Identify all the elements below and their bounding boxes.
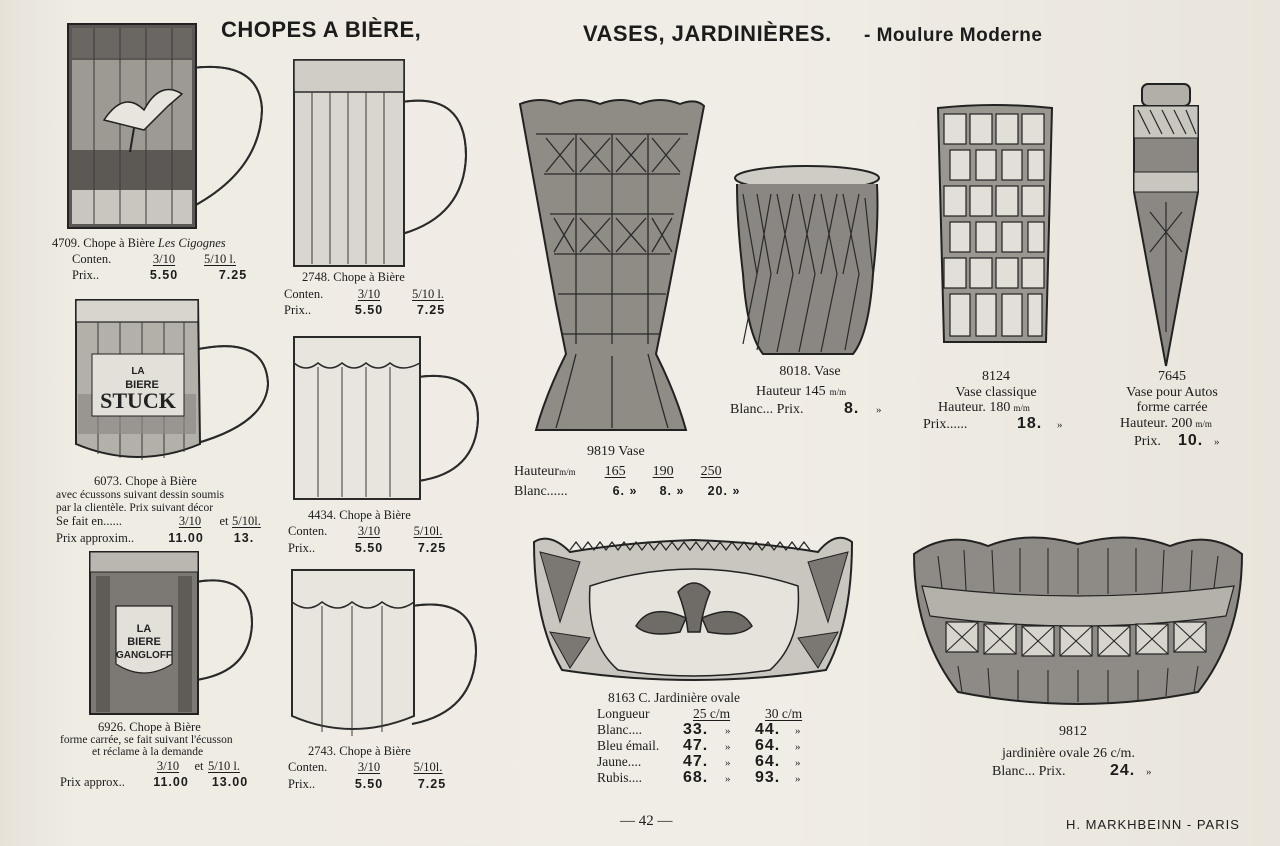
mug-2748-illustration (290, 56, 472, 270)
jardiniere-9812-illustration (908, 526, 1248, 708)
row-r: » (725, 773, 731, 785)
p1-4709: 5.50 (149, 268, 179, 282)
caption-4709-text: 4709. Chope à Bière (52, 236, 158, 250)
c1-4709: 3/10 (152, 252, 176, 266)
mug-6926-text-biere: BIERE (127, 636, 161, 648)
row-9819-h (514, 464, 739, 480)
p2-2743: 7.25 (417, 777, 447, 791)
row-r: » (795, 741, 801, 753)
caption-6926-l3: et réclame à la demande (92, 746, 204, 758)
caption-9819: 9819 Vase (587, 444, 645, 459)
row-a: 47. (683, 753, 709, 770)
mug-2743-illustration (288, 566, 484, 742)
caption-6073: 6073. Chope à Bière (94, 474, 197, 488)
row-r: » (795, 773, 801, 785)
caption-9812: 9812 (1059, 724, 1087, 739)
caption-8124: 8124 (982, 369, 1010, 384)
row-7645-h (1120, 416, 1212, 432)
lbl-4709-prix: Prix.. (72, 268, 100, 282)
r-7645: » (1214, 436, 1220, 448)
mug-6073-illustration (70, 294, 275, 470)
l1-8163: 25 c/m (693, 706, 731, 721)
p3-9819: 20. » (707, 484, 741, 498)
lbl-8124-h: Hauteur. 180 (938, 400, 1011, 415)
p2-2748: 7.25 (416, 303, 446, 317)
row-8124-p (923, 415, 1063, 433)
caption-6926-l2: forme carrée, se fait suivant l'écusson (60, 734, 233, 746)
r-8018: » (876, 404, 882, 416)
row-b: 64. (755, 737, 781, 754)
row-2743-cont (288, 760, 452, 775)
publisher: H. MARKHBEINN - PARIS (1066, 817, 1240, 832)
lbl-2743-cont: Conten. (288, 760, 328, 774)
lbl-6926-prix: Prix approx.. (60, 775, 125, 789)
caption-7645-l3: forme carrée (1136, 400, 1208, 415)
row-label: Jaune.... (597, 754, 642, 769)
caption-4709 (52, 236, 226, 251)
row-6073-prix (56, 531, 272, 546)
table-row (597, 769, 801, 785)
row-9812-p (992, 762, 1152, 780)
caption-4434: 4434. Chope à Bière (308, 508, 411, 522)
caption-8018: 8018. Vase (779, 364, 841, 379)
lbl-4434-cont: Conten. (288, 524, 328, 538)
r-8124: » (1057, 419, 1063, 431)
caption-7645: 7645 (1158, 369, 1186, 384)
left-title: CHOPES A BIÈRE, (221, 17, 422, 42)
p2-9819: 8. » (659, 484, 685, 498)
right-title: VASES, JARDINIÈRES. (583, 21, 832, 46)
et-6073: et (219, 514, 229, 528)
lbl-9819-blanc: Blanc...... (514, 484, 568, 499)
row-r: » (725, 757, 731, 769)
jardiniere-8163-illustration (530, 522, 858, 684)
p1-6073: 11.00 (168, 531, 204, 545)
row-8018-p (730, 400, 882, 418)
c2-6073: 5/10l. (232, 514, 261, 528)
mug-6926-illustration (86, 548, 262, 718)
lbl-8018-h: Hauteur 145 (756, 384, 826, 399)
row-a: 68. (683, 769, 709, 786)
lbl-4434-prix: Prix.. (288, 541, 316, 555)
r-9812: » (1146, 766, 1152, 778)
p1-9812: 24. (1110, 762, 1136, 779)
row-4709-cont (72, 252, 242, 267)
row-4434-cont (288, 524, 452, 539)
row-b: 44. (755, 721, 781, 738)
row-b: 93. (755, 769, 781, 786)
row-r: » (725, 725, 731, 737)
caption-9812-l2: jardinière ovale 26 c/m. (1002, 746, 1135, 761)
table-row (597, 737, 801, 753)
lbl-2748-cont: Conten. (284, 287, 324, 301)
caption-8163: 8163 C. Jardinière ovale (608, 690, 740, 705)
c2-2743: 5/10l. (413, 760, 443, 774)
title-subtitle: - Moulure Moderne (864, 25, 1043, 46)
lbl-2748-prix: Prix.. (284, 303, 312, 317)
caption-4709-name: Les Cigognes (157, 236, 226, 250)
row-a: 33. (683, 721, 709, 738)
row-4709-prix (72, 268, 268, 283)
c1-6926: 3/10 (156, 759, 180, 773)
vase-8124-illustration (932, 102, 1058, 350)
unit-9819: m/m (559, 467, 576, 477)
p1-4434: 5.50 (354, 541, 384, 555)
row-r: » (795, 725, 801, 737)
et-6926: et (194, 759, 204, 773)
p2-4709: 7.25 (218, 268, 248, 282)
table-row (597, 721, 801, 737)
lbl-2743-prix: Prix.. (288, 777, 316, 791)
row-4434-prix (288, 541, 460, 556)
c1-6073: 3/10 (178, 514, 202, 528)
table-row (597, 753, 801, 769)
row-8124-h (938, 400, 1030, 416)
c2-6926: 5/10 l. (208, 759, 240, 773)
p1-8124: 18. (1017, 415, 1043, 432)
h2-9819: 190 (652, 464, 674, 479)
row-2748-prix (284, 303, 460, 318)
lbl-7645-prix: Prix. (1134, 434, 1161, 449)
caption-7645-l2: Vase pour Autos (1126, 385, 1218, 400)
unit-7645: m/m (1195, 419, 1212, 429)
c1-2743: 3/10 (357, 760, 381, 774)
lbl-9812-blanc: Blanc... Prix. (992, 764, 1066, 779)
lbl-7645-h: Hauteur. 200 (1120, 416, 1193, 431)
p2-6926: 13.00 (211, 775, 249, 789)
c1-4434: 3/10 (357, 524, 381, 538)
lbl-6073-prix: Prix approxim.. (56, 531, 135, 545)
mug-6073-text-biere: BIERE (125, 379, 159, 391)
p2-4434: 7.25 (417, 541, 447, 555)
c2-4434: 5/10l. (413, 524, 443, 538)
mug-6073-text-la: LA (131, 366, 145, 377)
row-6926-prix (60, 775, 262, 790)
vase-8018-illustration (733, 164, 883, 360)
c2-4709: 5/10 l. (204, 252, 236, 266)
unit-8124: m/m (1013, 403, 1030, 413)
row-7645-p (1134, 432, 1220, 450)
row-label: Rubis.... (597, 770, 643, 785)
p1-7645: 10. (1178, 432, 1204, 449)
p1-9819: 6. » (612, 484, 638, 498)
caption-6073-l3: par la clientèle. Prix suivant décor (56, 502, 214, 514)
row-8163-len (597, 706, 802, 722)
caption-2748: 2748. Chope à Bière (302, 270, 405, 284)
page-number: — 42 — (620, 813, 673, 829)
p1-2748: 5.50 (354, 303, 384, 317)
row-b: 64. (755, 753, 781, 770)
mug-6926-text-la: LA (136, 623, 152, 635)
mug-6073-text-stuck: STUCK (100, 388, 176, 413)
caption-6926: 6926. Chope à Bière (98, 720, 201, 734)
c2-2748: 5/10 l. (412, 287, 444, 301)
l2-8163: 30 c/m (765, 706, 803, 721)
lbl-8018-blanc: Blanc... Prix. (730, 402, 804, 417)
vase-7645-illustration (1130, 82, 1202, 368)
row-2743-prix (288, 777, 460, 792)
mug-6926-text-gangloff: GANGLOFF (115, 650, 173, 661)
caption-6073-l2: avec écussons suivant dessin soumis (56, 489, 225, 501)
mug-4434-illustration (290, 333, 486, 503)
lbl-8124-prix: Prix...... (923, 417, 968, 432)
h3-9819: 250 (700, 464, 722, 479)
row-r: » (795, 757, 801, 769)
lbl-9819-h: Hauteur (514, 464, 560, 479)
row-6926-cont (146, 759, 240, 774)
p1-8018: 8. (844, 400, 860, 417)
row-8018-h (756, 384, 846, 400)
p2-6073: 13. (233, 531, 255, 545)
row-label: Bleu émail. (597, 738, 660, 753)
c1-2748: 3/10 (357, 287, 381, 301)
caption-2743: 2743. Chope à Bière (308, 744, 411, 758)
row-2748-cont (284, 287, 454, 302)
lbl-8163-l: Longueur (597, 706, 650, 721)
p1-6926: 11.00 (153, 775, 189, 789)
row-a: 47. (683, 737, 709, 754)
row-r: » (725, 741, 731, 753)
h1-9819: 165 (604, 464, 626, 479)
row-9819-p (514, 484, 752, 500)
vase-9819-illustration (516, 94, 708, 440)
p1-2743: 5.50 (354, 777, 384, 791)
caption-8124-l2: Vase classique (955, 385, 1037, 400)
row-label: Blanc.... (597, 722, 642, 737)
table-8163 (597, 721, 801, 785)
mug-4709-illustration (64, 20, 269, 232)
row-6073-fait (56, 514, 261, 529)
unit-8018: m/m (829, 387, 847, 397)
lbl-6073-fait: Se fait en...... (56, 514, 122, 528)
lbl-4709-cont: Conten. (72, 252, 112, 266)
